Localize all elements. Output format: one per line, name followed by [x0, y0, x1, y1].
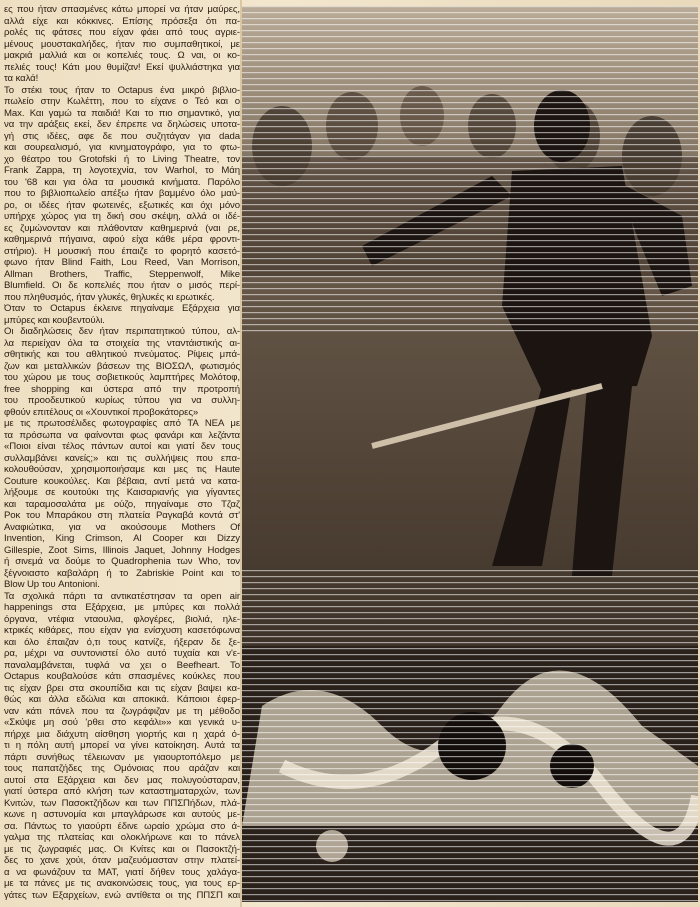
article-line: μένους μουστακαλήδες, ήταν πιο συμπαθητικοί, με — [4, 38, 240, 50]
article-line: που πληθυσμός, ήταν γλυκές, θηλυκές κι ερωτικές. — [4, 291, 215, 303]
article-line: συλλαμβάνει κανείς;» και τις συλλήψεις που επα- — [4, 452, 240, 464]
article-line: κολουθούσαν, χρησιμοποιήσαμε και μες τις Haute — [4, 464, 240, 475]
article-line: μακριά μαλλιά και οι κοπελιές τους. Ω ναι, οι κο- — [4, 50, 240, 61]
article-line: ες που ήταν σπασμένες κάτω μπορεί να ήταν μαύρες, — [4, 4, 240, 15]
article-line: Gillespie, Zoot Sims, Illinois Jaquet, Johnny Hodges — [4, 544, 240, 556]
article-line: στήριο). Η μουσική που έπαιζε το φορητό κασετό- — [4, 245, 240, 257]
article-line: Octapus κουβαλούσε κάτι σπασμένες κούκλες που — [4, 671, 240, 682]
article-line: γαλμα της πλατείας και ολοκλήρωνε και το πάνελ — [4, 832, 240, 843]
article-line: «Ποιοι είναι τέλος πάντων αυτοί και γιατί δεν τους — [4, 441, 240, 452]
article-line: κωνε η αστυνομία και μπαγλάρωσε και αυτούς με- — [4, 809, 240, 820]
article-line: ξέγνοιαστο καβαλάρη ή το Zabriskie Point και το — [4, 567, 240, 579]
article-line: και όλο έπαιζαν ό,τι τους κατνίζε, ήξεραν δε ξε- — [4, 636, 240, 648]
article-line: α να φωνάζουν τα ΜΑΤ, γιατί δήθεν τους χαλάγα- — [4, 866, 240, 878]
article-line: και ταραμοσαλάτα με ούζο, πηγαίναμε στο Τζαζ — [4, 498, 240, 510]
article-line: Κνιτών, των Πασοκτζήδων και των ΠΠΣΠήδων, πλά- — [4, 797, 240, 809]
article-line: λα περιείχαν όλα τα στοιχεία της νταντάιστικής αι- — [4, 337, 240, 349]
article-line: τις είχαν βρει στα σκουπίδια και τις είχαν βαψει κα- — [4, 682, 240, 694]
article-line: ρα, μέχρι να συντονιστεί όλο αυτό τυχαία και ν'ε- — [4, 648, 240, 659]
article-line: Το στέκι τους ήταν το Octapus ένα μικρό βιβλιο- — [4, 84, 240, 96]
article-line: free shopping και ύστερα από την προτροπή — [4, 383, 240, 395]
article-line: Όταν το Octapus έκλεινε πηγαίναμε Εξάρχεια για — [4, 303, 240, 314]
article-line: παναλαμβάνεται, τυφλά να χει ο Beefheart. Το — [4, 659, 240, 671]
article-line: τους παπατζήδες της Ομόνοιας που αράζαν και — [4, 763, 240, 774]
article-line: τα πρόσωπα να φαίνονται φως φανάρι και λεζάντα — [4, 429, 240, 441]
article-line: θώς και άλλα εδώλια και αποκικά. Κάποιοι έφερ- — [4, 694, 240, 705]
article-line: φθούν επιτέλους οι «Χουντικοί προβοκάτορες» — [4, 406, 199, 418]
scanline-overlay-top — [242, 6, 698, 336]
article-line: πάρτι συνήθως τέλειωναν με γιαουρτοπόλεμο με — [4, 751, 240, 763]
article-line: Οι διαδηλώσεις δεν ήταν περιπατητικού τύπου, αλ- — [4, 326, 240, 337]
article-photo — [242, 6, 698, 902]
article-line: να την αράξεις εκεί, δεν έπρεπε να δηλώσεις υποτα- — [4, 119, 240, 130]
article-line: μπύρες και κουβεντούλι. — [4, 314, 105, 326]
article-line: ες ζυμώνονταν και πλάθονταν καθημερινά (ναι ρε, — [4, 222, 240, 234]
article-line: με τα πάνες με τις ανακοινώσεις τους, για τους ερ- — [4, 878, 240, 889]
article-line: Blow Up του Antonioni. — [4, 579, 100, 590]
article-line: λήξουμε σε κουτούκι της Καισαριανής για γίγαντες — [4, 487, 240, 498]
photo-illustration — [242, 6, 698, 902]
article-line: και σουρεαλισμό, για κινηματογράφο, για το φτω- — [4, 142, 240, 153]
article-text-column — [4, 4, 240, 904]
article-line: υπήρχε χώρος για τη δική σου σκέψη, αλλά οι ιδέ- — [4, 211, 240, 222]
article-line: γιατί ύστερα από κλήση των καταστηματαρχών, των — [4, 786, 240, 797]
article-line: με τις ζωγραφιές μας. Οι Κνίτες και οι Πασοκτζή- — [4, 843, 240, 855]
article-line: του προοδευτικού κυρίως τύπου για να συλλη- — [4, 395, 240, 406]
article-line: κτρικές κιθάρες, που είχαν για ενίσχυση κασετόφωνα — [4, 625, 240, 636]
article-line: τα καλά! — [4, 73, 39, 84]
article-line: που το βιβλιοπωλείο απέξω ήταν βαμμένο όλο μαύ- — [4, 188, 240, 199]
article-line: πωλείο στην Κωλέττη, που το είχανε ο Τεό και ο — [4, 96, 240, 107]
article-line: Τα σχολικά πάρτι τα αντικατέστησαν τα open air — [4, 590, 240, 602]
article-line: Invention, King Crimson, Al Cooper και Dizzy — [4, 533, 240, 544]
article-line: «Σκύψε μη σού 'ρθει στο κεφάλι»» και γενικά υ- — [4, 717, 240, 728]
article-line: γή στις ιδέες, αφε δε που συζητάγαν για dada — [4, 130, 240, 142]
article-line: Ροκ του Μπαράκου στη πλατεία Ραγκαβά κοντά στ' — [4, 510, 240, 521]
article-line: τι η πόλη αυτή μπορεί να γίνει κατοίκηση. Αυτά τα — [4, 740, 240, 751]
article-line: όργανα, ντέφια νταουλια, φλογέρες, βιολιά, ηλε- — [4, 613, 240, 625]
article-line: καθημερινά πήγαινα, αφού είχα κάθε μέρα φροντι- — [4, 234, 240, 245]
article-line: αυτοί στα Εξάρχεια και δεν μας πολυγούσταραν, — [4, 774, 240, 786]
article-line: Blumfield. Οι δε κοπελιές που ήταν ο μισός περί- — [4, 280, 240, 291]
article-line: σα. Πάντως το γιαούρτι έδινε ωραίο χρώμα στο ά- — [4, 820, 240, 832]
article-line: χο θέατρο του Grotofski ή το Living Theatre, τον — [4, 153, 240, 165]
article-line: Couture κουκούλες. Και βέβαια, αντί μετά να κατα- — [4, 475, 240, 487]
article-line: Max. Και γαμώ τα παιδιά! Και το πιο σημαντικό, για — [4, 107, 240, 119]
article-line: αλλά είχε και κόκκινες. Επίσης πρόσεξα ότι πα- — [4, 15, 240, 27]
article-line: Frank Zappa, τη λογοτεχνία, τον Warhol, το Μάη — [4, 165, 240, 176]
article-line: πήρχε μια διάχυτη αίσθηση γιορτής και η χαρά ό- — [4, 728, 240, 740]
article-line: σθητικής και του αθλητικού πνεύματος. Ρίψεις μπά- — [4, 349, 240, 360]
article-line: του χώρου με τους σοβιετικούς λαμπτήρες Μολότοφ, — [4, 372, 240, 383]
article-line: Allman Brothers, Traffic, Steppenwolf, Mike — [4, 268, 240, 280]
article-line: ζων και μεταλλικών βάσεων της ΒΙΟΣΩΛ, φωτισμός — [4, 360, 240, 372]
article-line: του '68 και για όλα τα μουσικά κινήματα. Παρόλο — [4, 176, 240, 188]
article-line: φωνο ήταν Blind Faith, Lou Reed, Van Morrison, — [4, 257, 240, 268]
article-line: πελιές τους! Κάτι μου θυμίζαν! Εκεί ψυλλιάστηκα για — [4, 61, 240, 73]
article-line: ναν κάτι πάνελ που τα ζωγράφιζαν με τη μέθοδο — [4, 705, 240, 717]
article-line: ρολές τις φάτσες που είχαν φάει από τους αγριε- — [4, 27, 240, 38]
article-line: με τις πρωτοσέλιδες φωτογραφίες από ΤΑ ΝΕΑ με — [4, 418, 240, 429]
article-line: happenings στα Εξάρχεια, με μπύρες και πολλά — [4, 602, 240, 613]
article-line: δες το χανε χούι, όταν μαζευόμασταν στην πλατεί- — [4, 855, 240, 866]
scanline-overlay-bottom — [242, 566, 698, 902]
article-line: ρο, οι ιδέες ήταν φωτεινές, εξωτικές και όχι μόνο — [4, 199, 240, 211]
article-line: ή σινεμά να δούμε το Quadrophenia των Who, τον — [4, 556, 240, 567]
article-line: γάτες των Εξαρχείων, ενώ αντίθετα οι της ΠΠΣΠ και — [4, 889, 240, 901]
article-line: Αναφιώτικα, για να ακούσουμε Mothers Of — [4, 521, 240, 533]
